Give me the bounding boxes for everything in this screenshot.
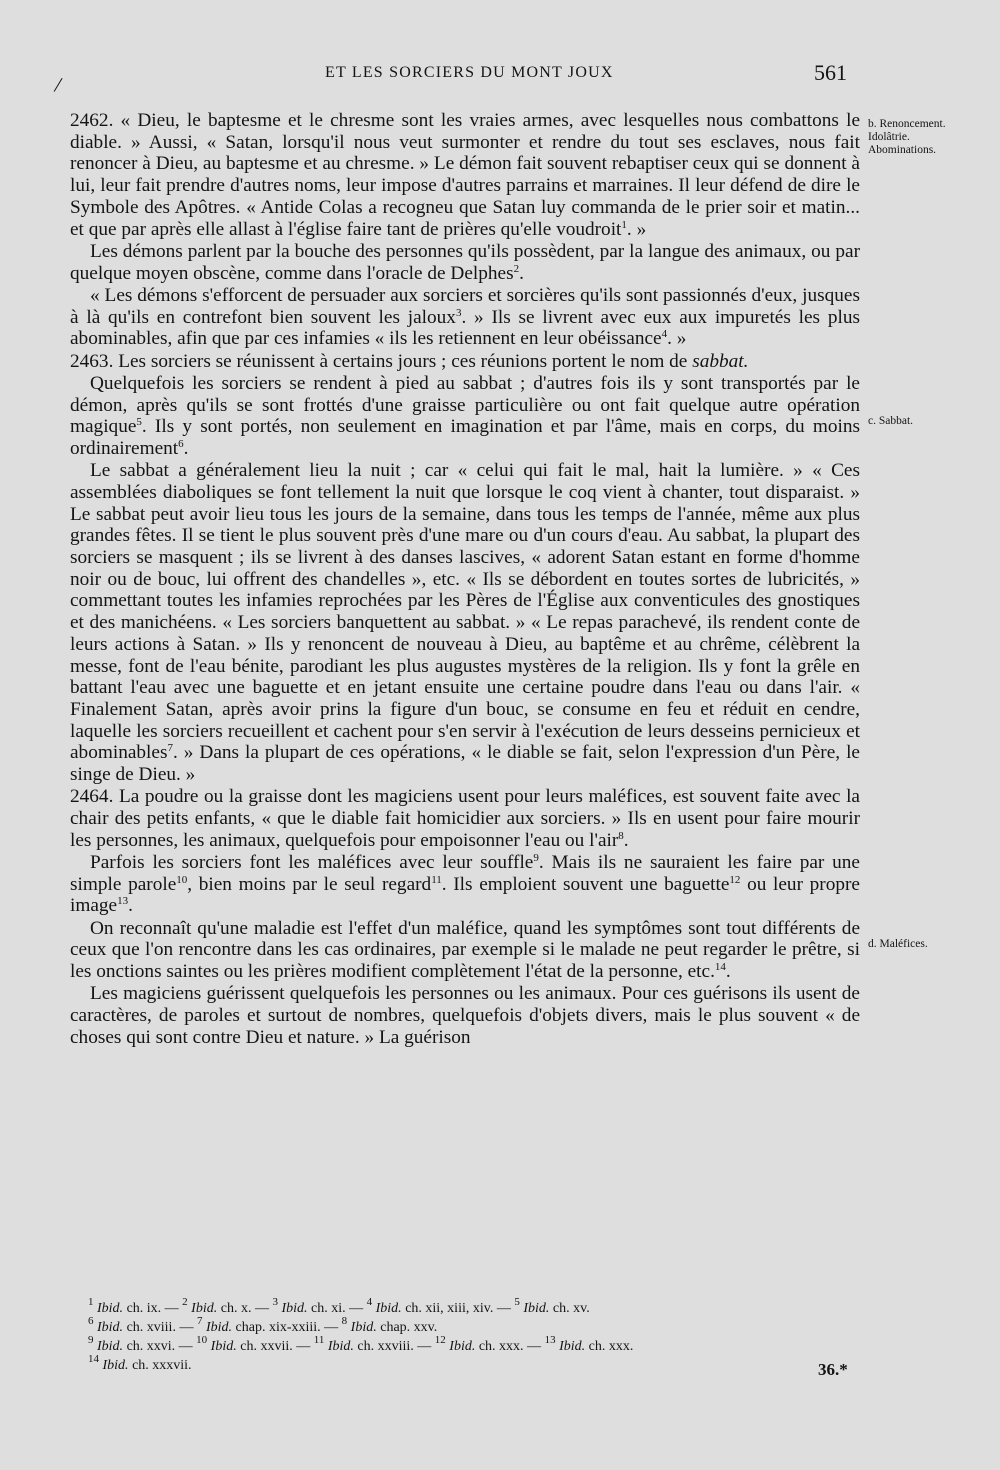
paragraph: Quelquefois les sorciers se rendent à pied au sabbat ; d'autres fois ils y sont transportés par le démon, après qu'ils se sont frottés d'une graisse particulière ou ont fait quelque autre opération magique$^5$. Ils y sont portés, non seulement en imagination et par l'âme, mais en corps, du moins ordinairement$^6$.: [70, 372, 860, 459]
footnote-number: 7: [196, 1315, 203, 1327]
footnote-line: [88, 1353, 878, 1375]
footnote-number: 10: [196, 1334, 208, 1346]
footnote-ref: 10: [176, 873, 188, 886]
footnote-ref-text: ch. x. —: [217, 1301, 273, 1316]
footnote-ibid: Ibid.: [327, 1339, 354, 1354]
footnote-ibid: Ibid.: [97, 1339, 124, 1354]
footnote-number: 13: [544, 1334, 556, 1346]
footnote-ibid: Ibid.: [375, 1301, 402, 1316]
page-number: 561: [814, 60, 847, 85]
footnote-ref-text: ch. xxx. —: [475, 1339, 545, 1354]
footnote-ref: 4: [661, 328, 668, 341]
footnote-line: [88, 1334, 878, 1356]
footnote-number: 5: [514, 1296, 520, 1308]
paragraph-2464: 2464. La poudre ou la graisse dont les magiciens usent pour leurs maléfices, est souvent faite avec la chair des petits enfants, « que le diable fait homicidier aux sorciers. » Ils en usent pour faire mourir les personnes, les animaux, quelquefois pour empoisonner l'eau ou l'air$^8$.: [70, 786, 860, 851]
footnote-ref: 11: [431, 873, 442, 886]
footnote-number: 8: [341, 1315, 348, 1327]
footnote-ibid: Ibid.: [97, 1320, 124, 1335]
footnote-ibid: Ibid.: [350, 1320, 377, 1335]
footnote-ibid: Ibid.: [449, 1339, 476, 1354]
paragraph-2463: 2463. Les sorciers se réunissent à certains jours ; ces réunions portent le nom de sabbat.: [70, 350, 749, 372]
footnote-ref-text: ch. xxvii. —: [236, 1339, 314, 1354]
footnote-ref: 5: [136, 416, 142, 429]
footnote-number: 1: [88, 1296, 94, 1308]
paragraph: Parfois les sorciers font les maléfices avec leur souffle$^9$. Mais ils ne sauraient les faire par une simple parole$^{10}$, bien moins par le seul regard$^{11}$. Ils emploient souvent une baguette$^{12}$ ou leur propre image$^{13}$.: [70, 852, 860, 917]
footnote-ref: 2: [513, 262, 520, 275]
footnote-ref: 9: [533, 852, 539, 865]
paragraph: Les magiciens guérissent quelquefois les personnes ou les animaux. Pour ces guérisons ils usent de caractères, de paroles et surtout de nombres, quelquefois d'objets divers, mais le plus souvent « de choses qui sont contre Dieu et nature. » La guérison: [70, 983, 860, 1048]
footnote-ref: 6: [178, 437, 184, 450]
paragraph: Le sabbat a généralement lieu la nuit ; car « celui qui fait le mal, hait la lumière. » « Ces assemblées diaboliques se font tellement la nuit que lorsque le coq vient à chanter, tout disparaist. » Le sabbat peut avoir lieu tous les jours de la semaine, dans tous les temps de l'année, même aux plus grandes fêtes. Il se tient le plus souvent près d'une mare ou d'un cours d'eau. Au sabbat, la plupart des sorciers se masquent ; ils se livrent à des danses lascives, « adorent Satan estant en forme d'homme noir ou de bouc, lui offrent des chandelles », etc. « Ils se débordent en toutes sortes de lubricités, » commettant toutes les infamies reprochées par les Pères de l'Église aux conventicules des gnostiques et des manichéens. « Les sorciers banquettent au sabbat. » « Le repas parachevé, ils rendent conte de leurs actions à Satan. » Ils y renoncent de nouveau à Dieu, au baptême et au chrême, célèbrent la messe, font de l'eau bénite, parodiant les plus augustes mystères de la religion. Ils y font la grêle en battant l'eau avec une baguette et en jetant ensuite une certaine poudre dans l'eau ou dans l'air. « Finalement Satan, après avoir prins la figure d'un bouc, se consume en feu et réduit en cendre, laquelle les sorciers recueillent et cachent pour s'en servir à l'exécution de leurs desseins pernicieux et abominables$^7$. » Dans la plupart de ces opérations, « le diable se fait, selon l'expression d'un Père, le singe de Dieu. »: [70, 460, 860, 786]
paragraph: Les démons parlent par la bouche des personnes qu'ils possèdent, par la langue des animaux, ou par quelque moyen obscène, comme dans l'oracle de Delphes$^2$.: [70, 240, 860, 284]
main-text: [70, 110, 860, 1049]
footnote-ref: 1: [621, 218, 627, 231]
footnote-number: 4: [366, 1296, 373, 1308]
footnote-ref: 12: [729, 873, 741, 886]
margin-note-sabbat: c. Sabbat.: [868, 415, 914, 427]
footnote-line: [88, 1296, 878, 1318]
paragraph: « Les démons s'efforcent de persuader aux sorciers et sorcières qu'ils sont passionnés d'eux, jusques à là qu'ils en contrefont bien souvent les jaloux$^3$. » Ils se livrent avec eux aux impuretés les plus abominables, afin que par ces infamies « ils les retiennent en leur obéissance$^4$. »: [70, 284, 860, 350]
footnote-number: 11: [313, 1334, 325, 1346]
footnote-number: 12: [434, 1334, 446, 1346]
footnote-ibid: Ibid.: [523, 1301, 550, 1316]
footnote-number: 3: [272, 1296, 278, 1308]
footnote-ref-text: ch. xxviii. —: [353, 1339, 435, 1354]
footnote-ibid: Ibid.: [205, 1320, 233, 1335]
signature-mark: 36.*: [818, 1360, 848, 1379]
footnote-ibid: Ibid.: [559, 1339, 586, 1354]
margin-pencil-mark: /: [52, 71, 64, 98]
footnote-ref: 8: [618, 829, 624, 842]
footnotes: [88, 1296, 878, 1375]
footnote-ibid: Ibid.: [102, 1358, 129, 1373]
footnote-ref-text: ch. xxx.: [585, 1339, 634, 1354]
footnote-ref-text: chap. xxv.: [376, 1320, 438, 1335]
footnote-number: 14: [88, 1353, 99, 1365]
margin-note-malefices: d. Maléfices.: [868, 938, 928, 950]
footnote-ibid: Ibid.: [191, 1301, 218, 1316]
running-title: ET LES SORCIERS DU MONT JOUX: [325, 64, 614, 81]
footnote-ibid: Ibid.: [210, 1339, 237, 1354]
footnote-number: 2: [182, 1296, 188, 1308]
footnote-ref-text: chap. xix-xxiii. —: [232, 1320, 342, 1335]
footnote-ref-text: ch. xviii. —: [123, 1320, 197, 1335]
footnote-ref-text: ch. xxvi. —: [123, 1339, 197, 1354]
footnote-ibid: Ibid.: [281, 1301, 308, 1316]
footnote-ref-text: ch. xv.: [549, 1301, 590, 1316]
footnote-ibid: Ibid.: [97, 1301, 124, 1316]
footnote-ref: 13: [117, 895, 129, 908]
paragraph-2462: 2462. « Dieu, le baptesme et le chresme sont les vraies armes, avec lesquelles nous combattons le diable. » Aussi, « Satan, lorsqu'il nous veut surmonter et rendre du tout ses esclaves, nous fait renoncer à Dieu, au baptesme et au chresme. » Le démon fait souvent rebaptiser ceux qui se donnent à lui, leur fait prendre d'autres noms, leur impose d'autres parrains et marraines. Il leur défend de dire le Symbole des Apôtres. « Antide Colas a recogneu que Satan luy commanda de le prier soir et matin... et que par après elle allast à l'église faire tant de prières qu'elle voudroit$^1$. »: [70, 110, 860, 240]
running-header: [0, 60, 1000, 90]
footnote-ref: 3: [455, 306, 462, 319]
footnote-ref-text: ch. xii, xiii, xiv. —: [401, 1301, 515, 1316]
footnote-ref-text: ch. xi. —: [307, 1301, 367, 1316]
margin-note-renoncement: b. Renoncement. Idolâtrie. Abominations.: [868, 118, 946, 156]
footnote-ref: 14: [714, 961, 726, 974]
footnote-ref-text: ch. ix. —: [123, 1301, 183, 1316]
footnote-ref-text: ch. xxxvii.: [128, 1358, 192, 1373]
footnote-ref: 7: [167, 742, 173, 755]
paragraph: On reconnaît qu'une maladie est l'effet d'un maléfice, quand les symptômes sont tout différents de ceux que l'on rencontre dans les cas ordinaires, par exemple si le malade ne peut regarder le prêtre, si les onctions saintes ou les prières modifient complètement l'état de la personne, etc.$^{14}$.: [70, 917, 860, 983]
footnote-number: 6: [88, 1315, 94, 1327]
footnote-number: 9: [88, 1334, 94, 1346]
